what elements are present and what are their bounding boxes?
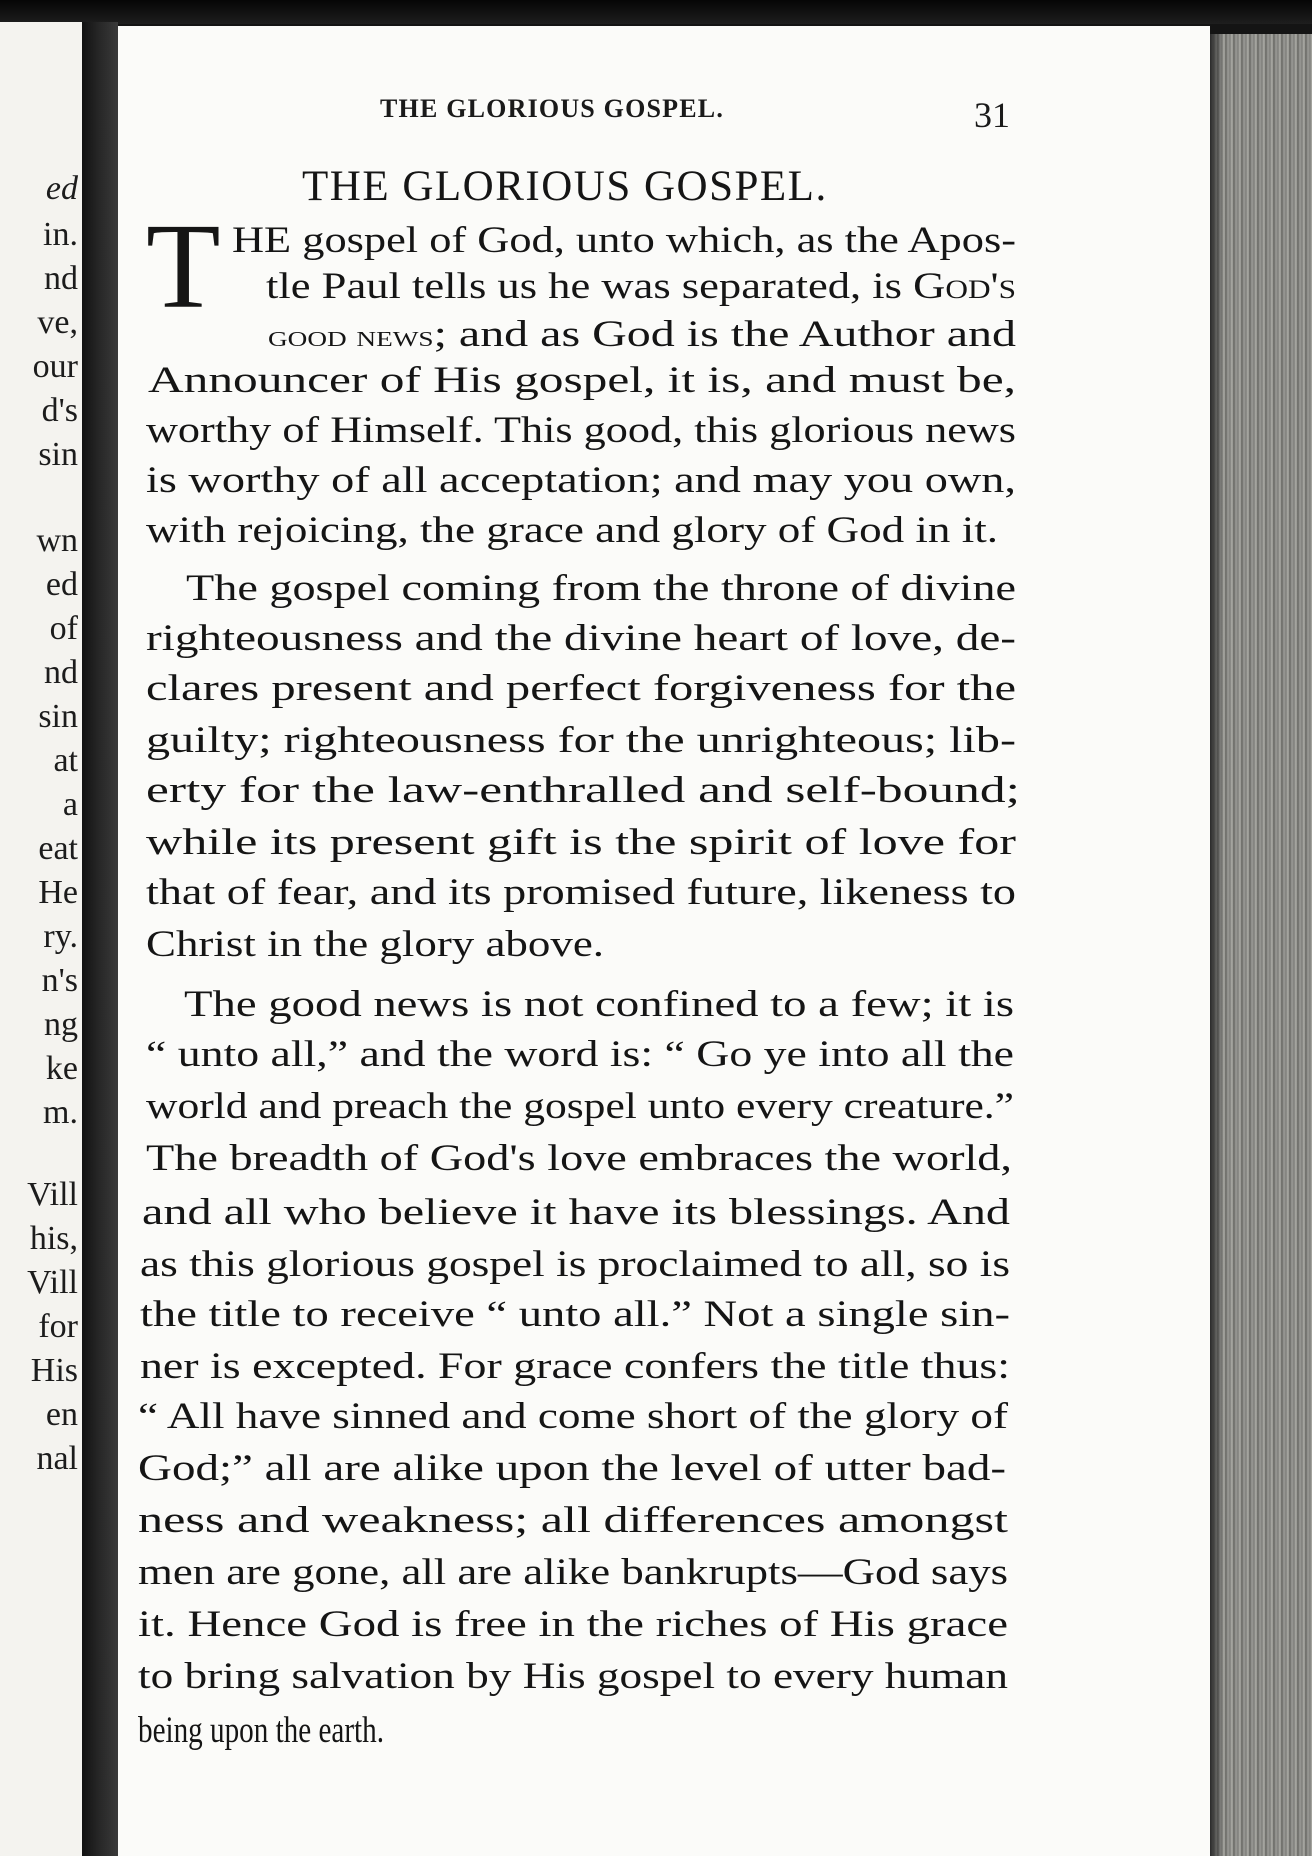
left-page-fragment: of xyxy=(49,610,78,647)
left-page-fragment: sin xyxy=(38,436,78,473)
left-page-fragment: for xyxy=(38,1308,78,1345)
left-page-fragment: His xyxy=(30,1352,78,1389)
drop-cap: T xyxy=(146,199,221,334)
body-line: “ All have sinned and come short of the glory of xyxy=(138,1396,1008,1437)
body-line xyxy=(268,316,1016,353)
left-page-fragment: ke xyxy=(45,1050,78,1087)
body-line: the title to receive “ unto all.” Not a single sin- xyxy=(140,1294,1011,1335)
body-line-text: ; and as God is the Author and xyxy=(433,314,1016,355)
left-page-fragment: our xyxy=(32,348,78,385)
small-caps-text: God's xyxy=(913,266,1016,307)
left-page-fragment: in. xyxy=(43,216,78,253)
body-line: God;” all are alike upon the level of utter bad- xyxy=(138,1448,1006,1489)
book-gutter xyxy=(82,22,118,1856)
body-line: and all who believe it have its blessings. And xyxy=(142,1192,1010,1233)
left-page-fragment: a xyxy=(62,786,78,823)
left-page-fragment: nal xyxy=(36,1440,78,1477)
left-page-fragment: eat xyxy=(38,830,78,867)
left-page-fragment: d's xyxy=(41,392,78,429)
left-page xyxy=(0,22,82,1856)
body-line: The gospel coming from the throne of divine xyxy=(186,568,1016,609)
left-page-fragment: Vill xyxy=(27,1176,78,1213)
left-page-fragment: nd xyxy=(44,260,78,297)
left-page-fragment: He xyxy=(38,874,78,911)
body-line: worthy of Himself. This good, this glorious news xyxy=(146,410,1016,451)
body-line: HE gospel of God, unto which, as the Apos- xyxy=(232,220,1016,261)
body-line: “ unto all,” and the word is: “ Go ye into all the xyxy=(146,1034,1014,1075)
body-line: clares present and perfect forgiveness for the xyxy=(146,668,1017,709)
body-line: righteousness and the divine heart of love, de- xyxy=(146,618,1016,659)
body-line: guilty; righteousness for the unrighteous; lib- xyxy=(146,720,1016,761)
left-page-fragment: his, xyxy=(29,1220,78,1257)
body-line: Christ in the glory above. xyxy=(146,924,604,965)
small-caps-text: good news xyxy=(268,320,434,353)
body-line: ness and weakness; all differences amongst xyxy=(138,1500,1008,1541)
running-head: THE GLORIOUS GOSPEL. xyxy=(380,94,725,123)
left-page-fragment: ed xyxy=(45,566,78,603)
left-page-fragment: sin xyxy=(38,698,78,735)
body-line: world and preach the gospel unto every creature.” xyxy=(146,1086,1014,1127)
left-page-fragment: ve, xyxy=(37,304,78,341)
body-line: it. Hence God is free in the riches of His grace xyxy=(138,1604,1008,1645)
body-line: Announcer of His gospel, it is, and must be, xyxy=(148,360,1016,401)
body-line: men are gone, all are alike bankrupts—God says xyxy=(138,1552,1008,1593)
page-edges-shadow xyxy=(1210,34,1224,1856)
left-page-fragment: ed xyxy=(45,170,78,207)
body-line: that of fear, and its promised future, likeness to xyxy=(146,872,1016,913)
body-line xyxy=(266,268,1016,305)
body-line: as this glorious gospel is proclaimed to all, so is xyxy=(140,1244,1010,1285)
left-page-fragment: wn xyxy=(36,522,78,559)
body-line: being upon the earth. xyxy=(138,1710,384,1751)
left-page-fragment: at xyxy=(53,742,78,779)
left-page-fragment: en xyxy=(45,1396,78,1433)
left-page-fragment: ry. xyxy=(43,918,78,955)
body-line: ner is excepted. For grace confers the title thus: xyxy=(140,1346,1010,1387)
page-number: 31 xyxy=(974,95,1010,135)
left-page-fragment: ng xyxy=(44,1006,78,1043)
body-line: erty for the law-enthralled and self-bound; xyxy=(146,770,1020,811)
left-page-fragment: nd xyxy=(44,654,78,691)
left-page-fragment: Vill xyxy=(27,1264,78,1301)
body-line: with rejoicing, the grace and glory of God in it. xyxy=(146,510,998,551)
page-edges xyxy=(1210,34,1312,1856)
body-line: to bring salvation by His gospel to every human xyxy=(138,1656,1008,1697)
body-line: The breadth of God's love embraces the world, xyxy=(146,1138,1012,1179)
top-shadow xyxy=(0,0,1312,24)
body-line-text: tle Paul tells us he was separated, is xyxy=(266,266,914,307)
body-line: while its present gift is the spirit of love for xyxy=(146,822,1016,863)
body-line: The good news is not confined to a few; it is xyxy=(184,984,1015,1025)
body-line: is worthy of all acceptation; and may you own, xyxy=(146,460,1016,501)
left-page-fragment: m. xyxy=(43,1094,78,1131)
left-page-fragment: n's xyxy=(41,962,78,999)
chapter-title: THE GLORIOUS GOSPEL. xyxy=(302,163,828,210)
